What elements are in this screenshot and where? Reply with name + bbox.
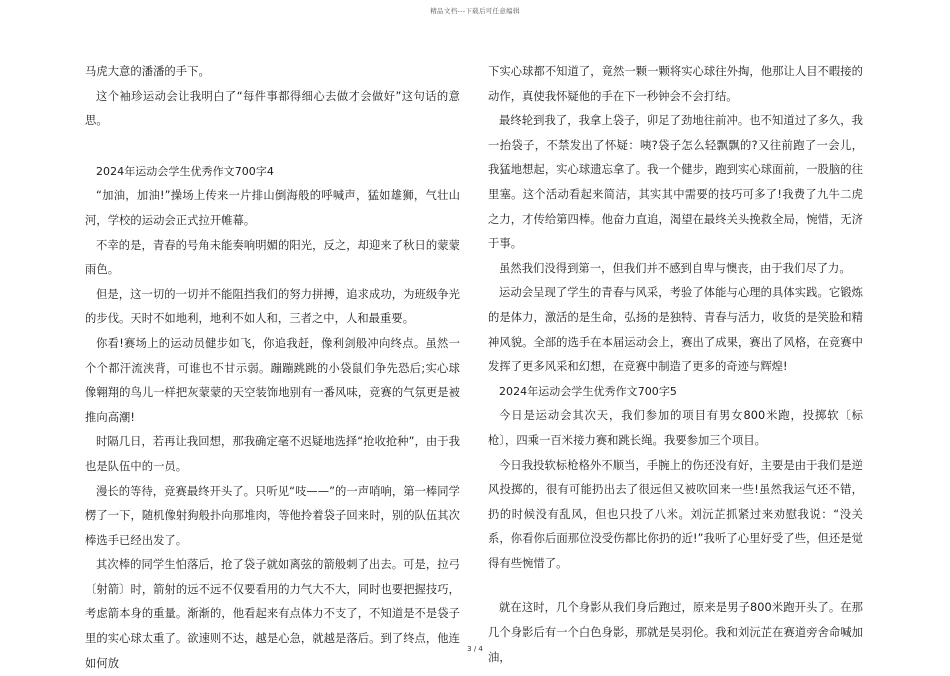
paragraph: “加油，加油!”操场上传来一片排山倒海般的呼喊声，猛如雄狮，气壮山河，学校的运动会正式拉开帷幕。: [85, 189, 460, 227]
paragraph: 最终轮到我了，我拿上袋子，卯足了劲地往前冲。也不知道过了多久，我一抬袋子，不禁发出了怀疑：咦?袋子怎么轻飘飘的?又往前跑了一会儿，我猛地想起，实心球遗忘拿了。我一个健步，跑到实心球面前，一股脑的往里塞。这个活动看起来简洁，其实其中需要的技巧可多了!我费了九牛二虎之力，才传给第四棒。他奋力直追，渴望在最终关头挽救全局，惋惜，无济于事。: [488, 114, 863, 251]
paragraph: 今日是运动会其次天，我们参加的项目有男女800米跑，投掷软〔标枪〕，四乘一百米接力赛和跳长绳。我要参加三个项目。: [488, 409, 863, 447]
right-column: [488, 60, 863, 670]
paragraph: 这个袖珍运动会让我明白了“每件事都得细心去做才会做好”这句话的意思。: [85, 89, 460, 128]
page-number: 3 / 4: [467, 645, 483, 653]
essay-title: 2024年运动会学生优秀作文700字4: [96, 164, 274, 178]
paragraph: 不幸的是，青春的号角未能奏响明媚的阳光，反之，却迎来了秋日的蒙蒙雨色。: [85, 238, 460, 277]
paragraph: 就在这时，几个身影从我们身后跑过，原来是男子800米跑开头了。在那几个身影后有一个白色身影，那就是吴羽伦。我和刘沅芷在赛道旁舍命喊加油，: [488, 601, 863, 664]
essay-title: 2024年运动会学生优秀作文700字5: [499, 384, 677, 398]
paragraph: 马虎大意的潘潘的手下。: [85, 65, 210, 78]
paragraph: 下实心球都不知道了，竟然一颗一颗将实心球往外掏，他那让人目不暇接的动作，真使我怀疑他的手在下一秒钟会不会打结。: [488, 65, 863, 103]
paragraph: 其次棒的同学生怕落后，抢了袋子就如离弦的箭般刺了出去。可是，拉弓〔射箭〕时，箭射的远不远不仅要看用的力气大不大，同时也要把握技巧，考虑箭本身的重量。渐渐的，他看起来有点体力不支了，不知道是不是袋子里的实心球太重了。欲速则不达，越是心急，就越是落后。到了终点，他连如何放: [85, 558, 460, 670]
paragraph: 漫长的等待，竞赛最终开头了。只听见“吱——”的一声哨响，第一棒同学楞了一下，随机像射狗般扑向那堆肉，等他拎着袋子回来时，别的队伍其次棒选手已经出发了。: [85, 484, 460, 547]
paragraph: 时隔几日，若再让我回想，那我确定毫不迟疑地选择“抢收抢种”，由于我也是队伍中的一员。: [85, 435, 460, 473]
paragraph: 你看!赛场上的运动员健步如飞，你追我赶，像利剑般冲向终点。虽然一个个都汗流浃背，可谁也不甘示弱。蹦蹦跳跳的小袋鼠们争先恐后;实心球像翱翔的鸟儿一样把灰蒙蒙的天空装饰地别有一番风味，竞赛的气氛更是被推向高潮!: [85, 336, 460, 424]
paragraph: 今日我投软标枪格外不顺当，手腕上的伤还没有好，主要是由于我们是逆风投掷的，很有可能扔出去了很远但又被吹回来一些!虽然我运气还不错，扔的时候没有乱风，但也只投了八米。刘沅芷抓紧过来劝慰我说：“没关系，你看你后面那位没受伤都比你扔的近!”我听了心里好受了些，但还是觉得有些惋惜了。: [488, 458, 863, 570]
paragraph: 但是，这一切的一切并不能阻挡我们的努力拼搏，追求成功，为班级争光的步伐。天时不如地利，地利不如人和，三者之中，人和最重要。: [85, 287, 460, 326]
paragraph: 虽然我们没得到第一，但我们并不感到自卑与懊丧，由于我们尽了力。: [499, 261, 851, 275]
page-header: 精品文档---下载后可任意编辑: [430, 7, 520, 15]
left-column: [85, 60, 460, 676]
paragraph: 运动会呈现了学生的青春与风采，考验了体能与心理的具体实践。它锻炼的是体力，激活的是生命，弘扬的是独特、青春与活力，收货的是笑脸和精神风貌。全部的选手在本届运动会上，赛出了成果，赛出了风格，在竞赛中发挥了更多风采和幻想，在竞赛中制造了更多的奇迹与辉煌!: [488, 286, 863, 374]
